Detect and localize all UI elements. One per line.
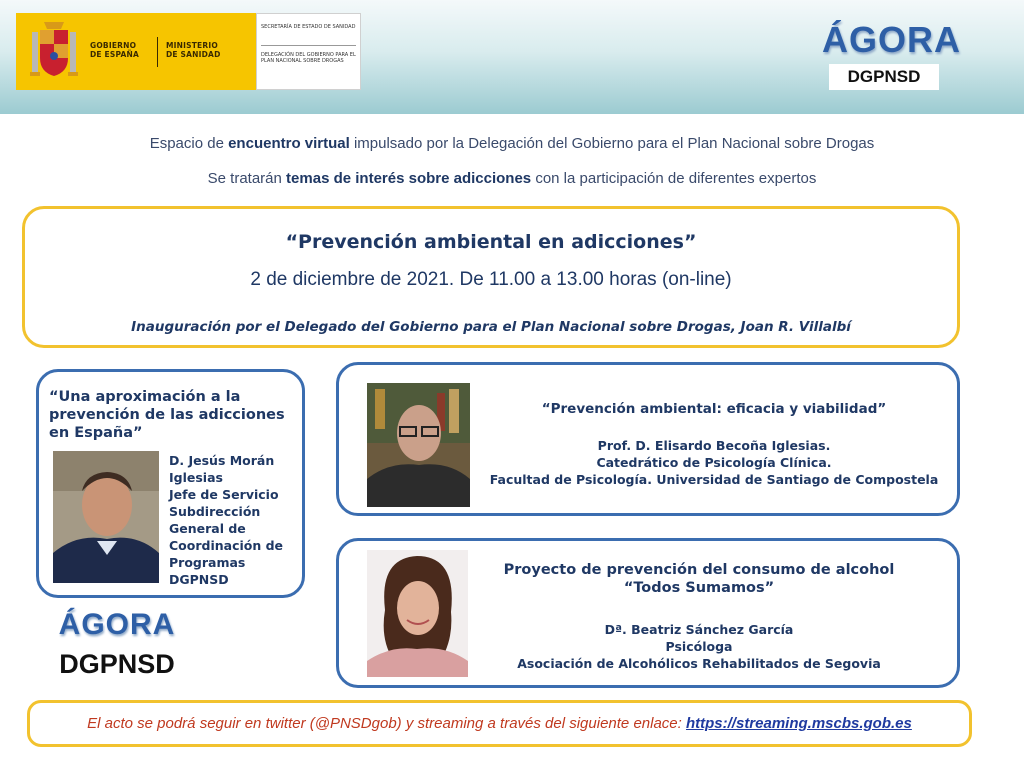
government-logo-yellow: [16, 13, 256, 90]
speaker-photo: [367, 383, 470, 507]
event-title: “Prevención ambiental en adicciones”: [285, 231, 697, 253]
secretaria-text: SECRETARÍA DE ESTADO DE SANIDAD: [261, 24, 356, 30]
speaker-info: Dª. Beatriz Sánchez García Psicóloga Asociación de Alcohólicos Rehabilitados de Segovia: [517, 622, 881, 671]
delegacion-text: DELEGACIÓN DEL GOBIERNO PARA EL PLAN NACIONAL SOBRE DROGAS: [261, 52, 356, 64]
footer-text: El acto se podrá seguir en twitter (@PNSDgob) y streaming a través del siguiente enlace: https://streaming.mscbs.gob.es: [87, 715, 912, 732]
gov-divider: [157, 37, 158, 67]
speaker-photo: [367, 550, 468, 677]
speaker-photo: [53, 451, 159, 583]
talk-card-2: [336, 362, 960, 516]
event-date: 2 de diciembre de 2021. De 11.00 a 13.00 horas (on-line): [250, 269, 732, 290]
secretaria-divider: [261, 45, 356, 46]
event-box: [22, 206, 960, 348]
intro-line-2: Se tratarán temas de interés sobre adicciones con la participación de diferentes expertos: [207, 170, 817, 187]
intro-line-1: Espacio de encuentro virtual impulsado por la Delegación del Gobierno para el Plan Nacional sobre Drogas: [149, 135, 875, 152]
dgpnsd-label: DGPNSD: [829, 64, 939, 90]
gov-text: GOBIERNO DE ESPAÑA: [90, 41, 139, 59]
streaming-link[interactable]: https://streaming.mscbs.gob.es: [685, 715, 912, 732]
ministry-text: MINISTERIO DE SANIDAD: [166, 41, 221, 59]
coat-of-arms-icon: [26, 20, 82, 82]
header-banner: [0, 0, 1024, 114]
speaker-portrait-icon: [367, 383, 470, 507]
dgpnsd-label-bottom: DGPNSD: [59, 649, 175, 679]
agora-logo: [822, 19, 961, 60]
event-inauguration: Inauguración por el Delegado del Gobierno para el Plan Nacional sobre Drogas, Joan R. Villalbí: [131, 319, 851, 335]
talk-title: Proyecto de prevención del consumo de alcohol “Todos Sumamos”: [503, 562, 895, 596]
speaker-portrait-icon: [53, 451, 159, 583]
talk-card-3: [336, 538, 960, 688]
speaker-portrait-icon: [367, 550, 468, 677]
speaker-info: D. Jesús Morán Iglesias Jefe de Servicio Subdirección General de Coordinación de Programas DGPNSD: [169, 453, 284, 587]
agora-wordmark: ÁGORA: [58, 608, 176, 641]
footer-box: [27, 700, 972, 747]
speaker-info: Prof. D. Elisardo Becoña Iglesias. Catedrático de Psicología Clínica. Facultad de Psicología. Universidad de Santiago de Compostela: [489, 438, 939, 487]
agora-logo-bottom: [52, 610, 182, 640]
government-logo: [16, 13, 361, 90]
talk-title: “Prevención ambiental: eficacia y viabilidad”: [541, 401, 887, 417]
talk-title: “Una aproximación a la prevención de las adicciones en España”: [49, 389, 285, 441]
talk-card-1: [36, 369, 305, 598]
agora-wordmark: ÁGORA: [822, 19, 961, 60]
government-logo-white: [256, 13, 361, 90]
